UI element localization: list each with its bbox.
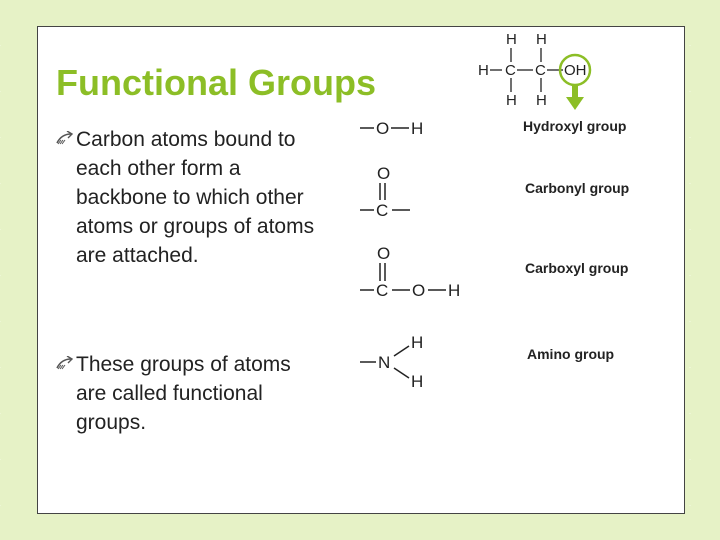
atom-label: H — [536, 92, 547, 109]
atom-label: O — [377, 164, 391, 183]
group-label-amino: Amino group — [527, 346, 615, 362]
atom-label: C — [505, 62, 516, 79]
atom-label: O — [377, 244, 391, 263]
group-label-carboxyl: Carboxyl group — [525, 260, 629, 276]
atom-label: OH — [564, 62, 587, 79]
atom-label: O — [412, 281, 426, 300]
atom-label: H — [411, 333, 424, 352]
atom-label: H — [411, 119, 424, 138]
bullet-item — [56, 350, 326, 437]
slide-title: Functional Groups — [56, 62, 376, 103]
atom-label: O — [376, 119, 390, 138]
group-label-hydroxyl: Hydroxyl group — [523, 118, 627, 134]
bullet-item — [56, 125, 326, 270]
atom-label: H — [478, 62, 489, 79]
atom-label: H — [506, 31, 517, 48]
group-label-carbonyl: Carbonyl group — [525, 180, 630, 196]
atom-label: H — [448, 281, 461, 300]
atom-label: C — [376, 281, 389, 300]
atom-label: N — [378, 353, 391, 372]
atom-label: H — [506, 92, 517, 109]
atom-label: H — [411, 372, 424, 391]
atom-label: C — [376, 201, 389, 220]
arrow-bullet-icon — [56, 356, 74, 370]
arrow-bullet-icon — [56, 131, 74, 145]
atom-label: C — [535, 62, 546, 79]
bullet-text: Carbon atoms bound to each other form a backbone to which other atoms or groups of atoms are attached. — [76, 128, 315, 267]
bullet-text: These groups of atoms are called functional groups. — [76, 353, 291, 434]
atom-label: H — [536, 31, 547, 48]
